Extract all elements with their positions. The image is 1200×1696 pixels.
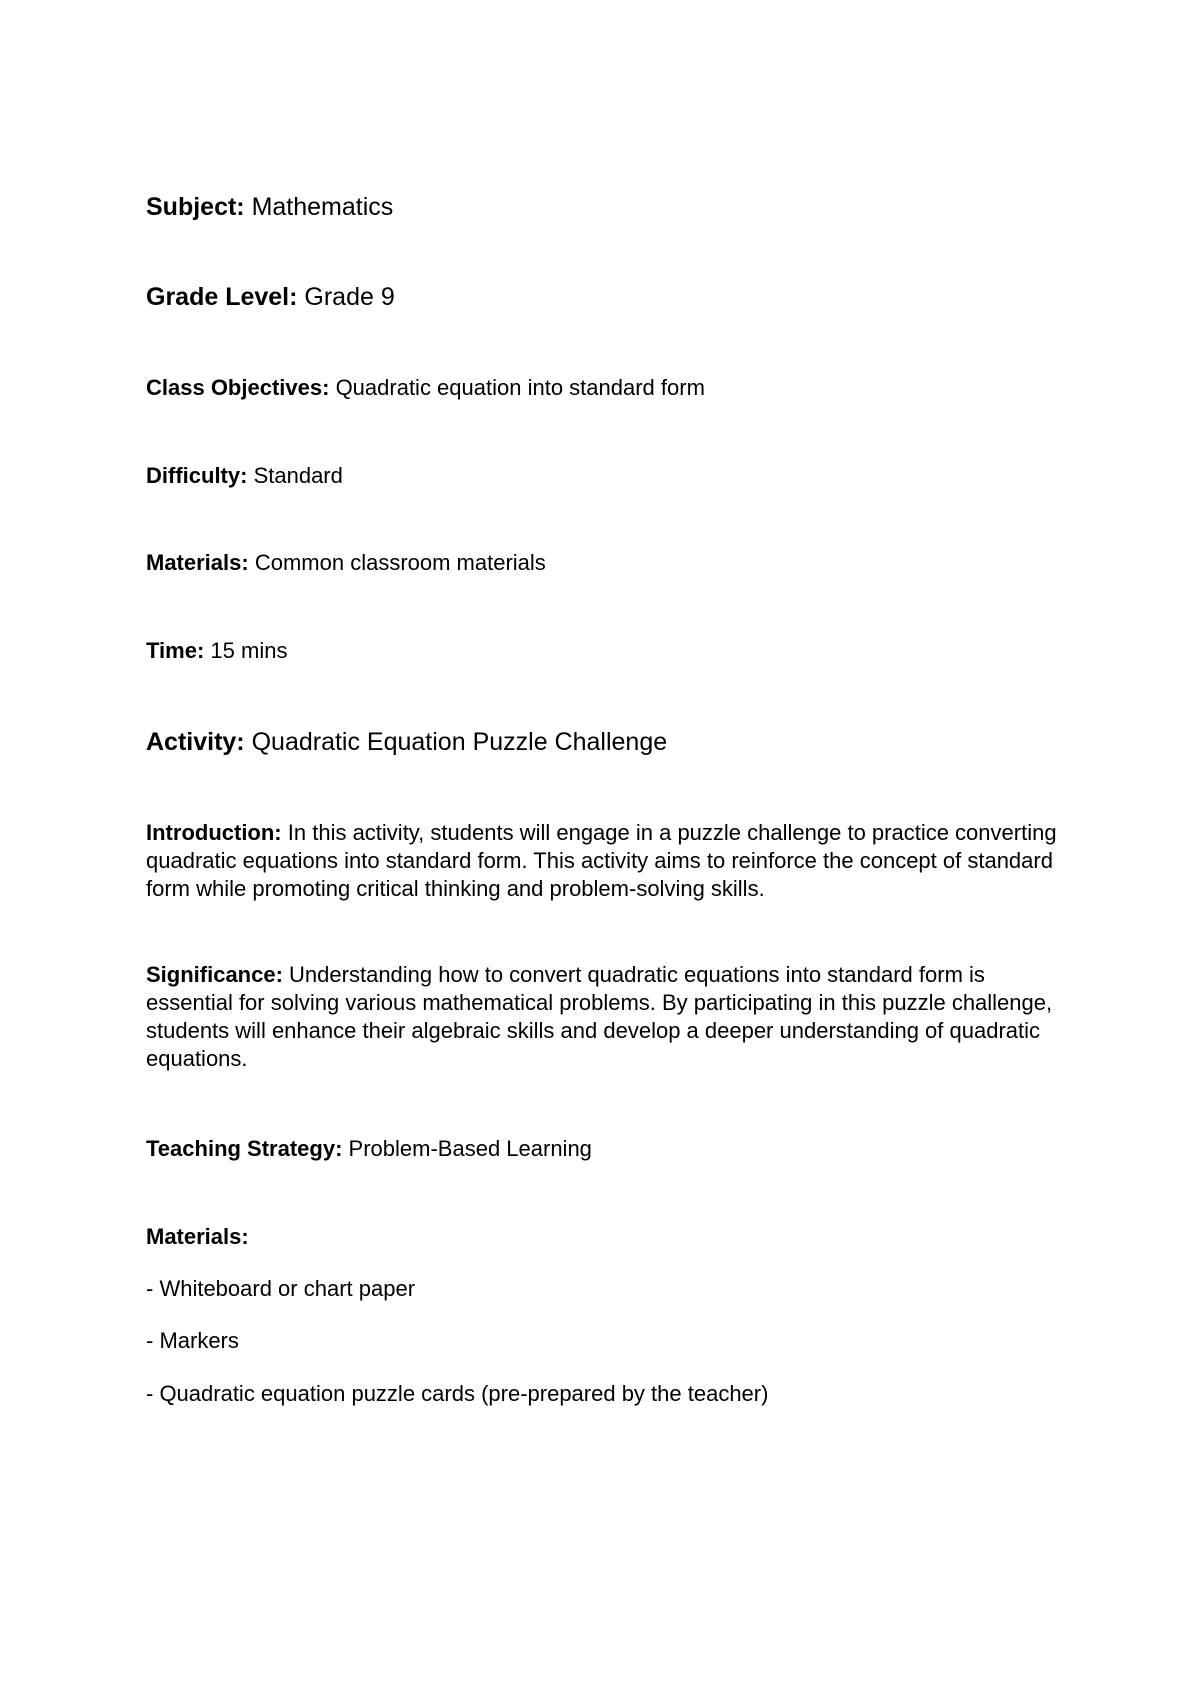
activity-title bbox=[146, 728, 667, 757]
subject-field bbox=[146, 193, 393, 222]
introduction-paragraph bbox=[146, 819, 1066, 903]
class-objectives-value: Quadratic equation into standard form bbox=[335, 375, 705, 400]
materials-list-heading bbox=[146, 1224, 249, 1249]
materials-value: Common classroom materials bbox=[254, 550, 546, 575]
time-value: 15 mins bbox=[210, 638, 288, 663]
time-label: Time: bbox=[146, 638, 205, 663]
introduction-text: In this activity, students will engage in a puzzle challenge to practice converting quadratic equations into standard form. This activity aims to reinforce the concept of standard form while promoting critical thinking and problem-solving skills. bbox=[146, 820, 1057, 901]
class-objectives-field bbox=[146, 375, 705, 400]
list-item: - Quadratic equation puzzle cards (pre-prepared by the teacher) bbox=[146, 1381, 769, 1406]
materials-list-label: Materials: bbox=[146, 1224, 249, 1249]
difficulty-field bbox=[146, 463, 343, 488]
grade-level-field bbox=[146, 283, 395, 312]
significance-label: Significance: bbox=[146, 962, 283, 987]
list-item: - Whiteboard or chart paper bbox=[146, 1276, 416, 1301]
activity-value: Quadratic Equation Puzzle Challenge bbox=[251, 728, 668, 756]
introduction-label: Introduction: bbox=[146, 820, 282, 845]
materials-label: Materials: bbox=[146, 550, 249, 575]
subject-label: Subject: bbox=[146, 193, 245, 221]
teaching-strategy-field bbox=[146, 1136, 592, 1161]
grade-level-value: Grade 9 bbox=[304, 283, 395, 311]
significance-paragraph bbox=[146, 961, 1066, 1073]
time-field bbox=[146, 638, 287, 663]
materials-field bbox=[146, 550, 546, 575]
class-objectives-label: Class Objectives: bbox=[146, 375, 330, 400]
subject-value: Mathematics bbox=[251, 193, 394, 221]
difficulty-value: Standard bbox=[253, 463, 343, 488]
list-item: - Markers bbox=[146, 1328, 239, 1353]
significance-text: Understanding how to convert quadratic equations into standard form is essential for solving various mathematical problems. By participating in this puzzle challenge, students will enhance their algebraic skills and develop a deeper understanding of quadratic equations. bbox=[146, 962, 1053, 1071]
activity-label: Activity: bbox=[146, 728, 245, 756]
difficulty-label: Difficulty: bbox=[146, 463, 248, 488]
grade-level-label: Grade Level: bbox=[146, 283, 298, 311]
teaching-strategy-label: Teaching Strategy: bbox=[146, 1136, 343, 1161]
teaching-strategy-value: Problem-Based Learning bbox=[348, 1136, 592, 1161]
